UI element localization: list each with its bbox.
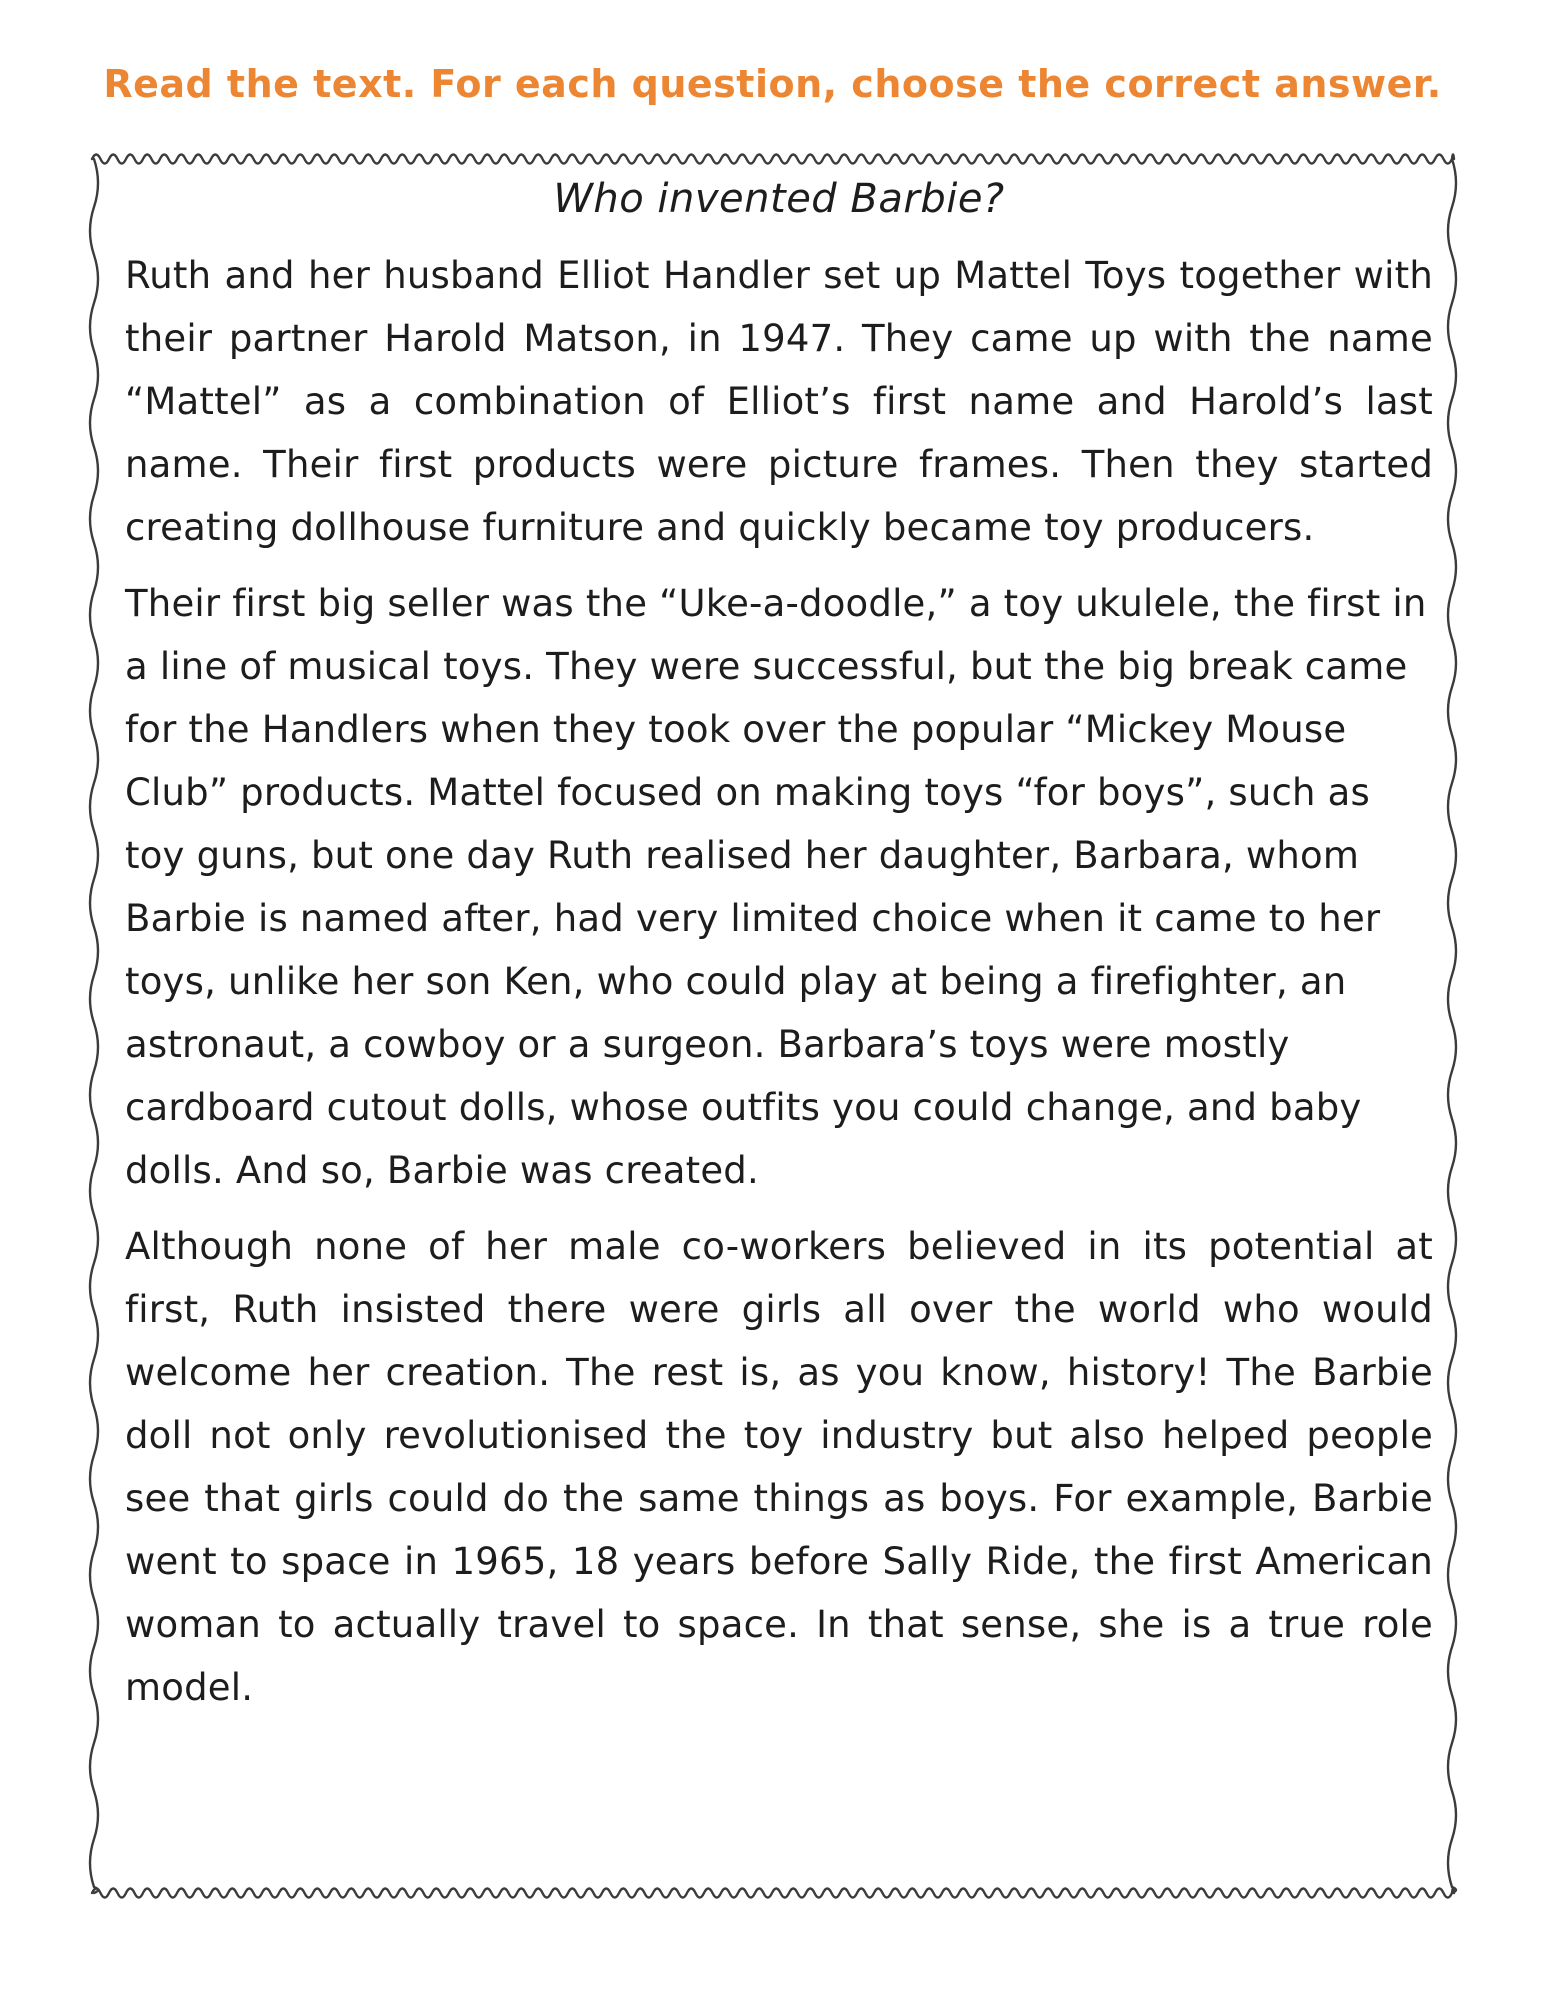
passage-paragraph-2: Their first big seller was the “Uke-a-doodle,” a toy ukulele, the first in a line of musical toys. They were successful, but the big break came for the Handlers when they took over the popular “Mickey Mouse Club” products. Mattel focused on making toys “for boys”, such as toy guns, but one day Ruth realised her daughter, Barbara, whom Barbie is named after, had very limited choice when it came to her toys, unlike her son Ken, who could play at being a firefighter, an astronaut, a cowboy or a surgeon. Barbara’s toys were mostly cardboard cutout dolls, whose outfits you could change, and baby dolls. And so, Barbie was created. xyxy=(125,582,1427,1192)
instruction-text: Read the text. For each question, choose the correct answer. xyxy=(103,62,1442,106)
passage-content xyxy=(87,150,1459,1902)
passage-paragraph-1: Ruth and her husband Elliot Handler set up Mattel Toys together with their partner Harold Matson, in 1947. They came up with the name “Mattel” as a combination of Elliot’s first name and Harold’s last name. Their first products were picture frames. Then they started creating dollhouse furniture and quickly became toy producers. xyxy=(125,254,1433,549)
passage-paragraph-3: Although none of her male co-workers believed in its potential at first, Ruth insisted there were girls all over the world who would welcome her creation. The rest is, as you know, history! The Barbie doll not only revolutionised the toy industry but also helped people see that girls could do the same things as boys. For example, Barbie went to space in 1965, 18 years before Sally Ride, the first American woman to actually travel to space. In that sense, she is a true role model. xyxy=(125,1225,1433,1709)
passage-title: Who invented Barbie? xyxy=(553,176,1005,222)
passage-box xyxy=(87,150,1459,1902)
